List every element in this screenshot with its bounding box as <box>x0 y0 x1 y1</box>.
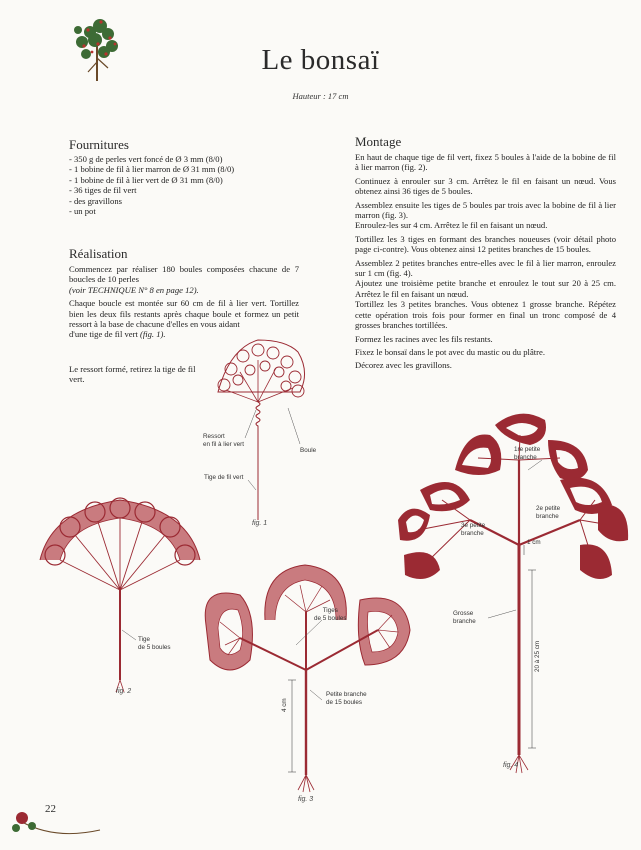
montage-paragraph: Enroulez-les sur 4 cm. Arrêtez le fil en faisant un nœud. <box>355 220 548 231</box>
fig4-label-3-line1: 3e petite <box>461 522 486 529</box>
montage-paragraph: Ajoutez une troisième petite branche et enroulez le tout sur 20 à 25 cm. Arrêtez le fil en faisant un nœud. <box>355 278 616 299</box>
fig4-diagram <box>398 414 628 773</box>
fig4-label-grosse-line2: branche <box>453 617 476 625</box>
realisation-p2: Chaque boucle est montée sur 60 cm de fil à lier vert. Tortillez bien les deux fils restants après chaque boule et formez un petit ressort à la base de chacune d'elles en vous aidant <box>69 298 299 330</box>
fig2-diagram <box>40 498 200 692</box>
fig3-label-petite-line2: de 15 boules <box>326 698 363 706</box>
fig2-caption: fig. 2 <box>116 688 132 695</box>
fig1-caption: fig. 1 <box>252 520 268 527</box>
montage-paragraph: Continuez à enrouler sur 3 cm. Arrêtez le fil en faisant un nœud. Vous obtenez ainsi 36 tiges de 5 boules. <box>355 175 616 197</box>
fig3-diagram <box>205 565 410 792</box>
fig4-label-2 <box>536 505 560 520</box>
montage-paragraph: Décorez avec les gravillons. <box>355 360 452 371</box>
fournitures-list <box>69 154 299 216</box>
fig3-label-tiges-line1: Tiges <box>322 607 338 614</box>
fig4-label-1 <box>514 446 540 461</box>
list-item: - un pot <box>69 206 96 217</box>
fig4-label-1cm: 1 cm <box>527 539 541 546</box>
fig2-label-line1: Tige <box>138 636 151 643</box>
fig4-label-2-line2: branche <box>536 512 559 520</box>
montage-paragraph: En haut de chaque tige de fil vert, fixez 5 boules à l'aide de la bobine de fil à lier marron (fig. 2). <box>355 152 616 173</box>
list-item: - 1 bobine de fil à lier marron de Ø 31 mm (8/0) <box>69 164 235 175</box>
fig3-caption: fig. 3 <box>298 796 314 803</box>
fig3-label-tiges <box>314 607 347 622</box>
page-number: 22 <box>45 803 56 815</box>
list-item: - 1 bobine de fil à lier vert de Ø 31 mm (8/0) <box>69 174 223 185</box>
fig1-label-tige: Tige de fil vert <box>204 474 244 481</box>
montage-heading: Montage <box>355 134 402 149</box>
fig4-label-1-line2: branche <box>514 453 537 461</box>
montage-paragraph: Assemblez ensuite les tiges de 5 boules par trois avec la bobine de fil à lier marron (fig. 3). <box>355 199 616 221</box>
realisation-p2-ref: (fig. 1). <box>140 329 166 340</box>
fig4-label-grosse-line1: Grosse <box>453 610 474 617</box>
fig2-label-tige <box>138 636 171 651</box>
fig4-label-dimension: 20 à 25 cm <box>534 640 541 672</box>
list-item: - des gravillons <box>69 195 122 206</box>
realisation-heading: Réalisation <box>69 246 128 261</box>
realisation-p3: Le ressort formé, retirez la tige de fil vert. <box>69 364 196 385</box>
fig1-label-ressort-line1: Ressort <box>203 433 225 440</box>
list-item: - 36 tiges de fil vert <box>69 185 137 196</box>
montage-paragraph: Formez les racines avec les fils restants. <box>355 333 493 344</box>
montage-text <box>355 152 616 374</box>
page-title: Le bonsaï <box>261 44 380 76</box>
fournitures-heading: Fournitures <box>69 137 129 152</box>
fig4-label-2-line1: 2e petite <box>536 505 561 512</box>
realisation-text <box>69 264 299 343</box>
fig3-label-dimension: 4 cm <box>281 698 288 712</box>
fig1-label-ressort <box>203 433 244 448</box>
fig4-label-grosse <box>453 610 476 625</box>
fig4-label-3-line2: branche <box>461 529 484 537</box>
realisation-p2-end: d'une tige de fil vert <box>69 329 138 340</box>
fig4-caption: fig. 4 <box>503 762 519 769</box>
fig3-label-tiges-line2: de 5 boules <box>314 614 347 622</box>
list-item: - 350 g de perles vert foncé de Ø 3 mm (8/0) <box>69 154 223 164</box>
footer-ornament-icon <box>12 812 100 834</box>
realisation-p1-ref: (voir TECHNIQUE N° 8 en page 12). <box>69 284 199 295</box>
montage-paragraph: Tortillez les 3 petites branches. Vous obtenez 1 grosse branche. Répétez cette opération trois fois pour former en final un tronc composé de 4 grosses branches tortillées. <box>355 299 616 331</box>
fig1-label-boule: Boule <box>300 447 317 454</box>
fig3-label-petite <box>326 691 367 706</box>
montage-paragraph: Tortillez les 3 tiges en formant des branches noueuses (voir détail photo page ci-contre). Vous obtenez ainsi 12 petites branches de 15 boules. <box>355 233 616 255</box>
fig2-label-line2: de 5 boules <box>138 643 171 651</box>
montage-paragraph: Assemblez 2 petites branches entre-elles avec le fil à lier marron, enroulez sur 1 cm (fig. 4). <box>355 257 616 279</box>
realisation-p1: Commencez par réaliser 180 boules composées chacune de 7 boucles de 10 perles <box>69 264 299 285</box>
page-subtitle: Hauteur : 17 cm <box>292 91 349 101</box>
fig4-label-1-line1: 1re petite <box>514 446 541 453</box>
fig3-label-petite-line1: Petite branche <box>326 691 367 698</box>
fig1-label-ressort-line2: en fil à lier vert <box>203 440 244 448</box>
montage-paragraph: Fixez le bonsaï dans le pot avec du mastic ou du plâtre. <box>355 346 545 357</box>
fig1-diagram <box>218 340 305 520</box>
fig4-label-3 <box>461 522 485 537</box>
